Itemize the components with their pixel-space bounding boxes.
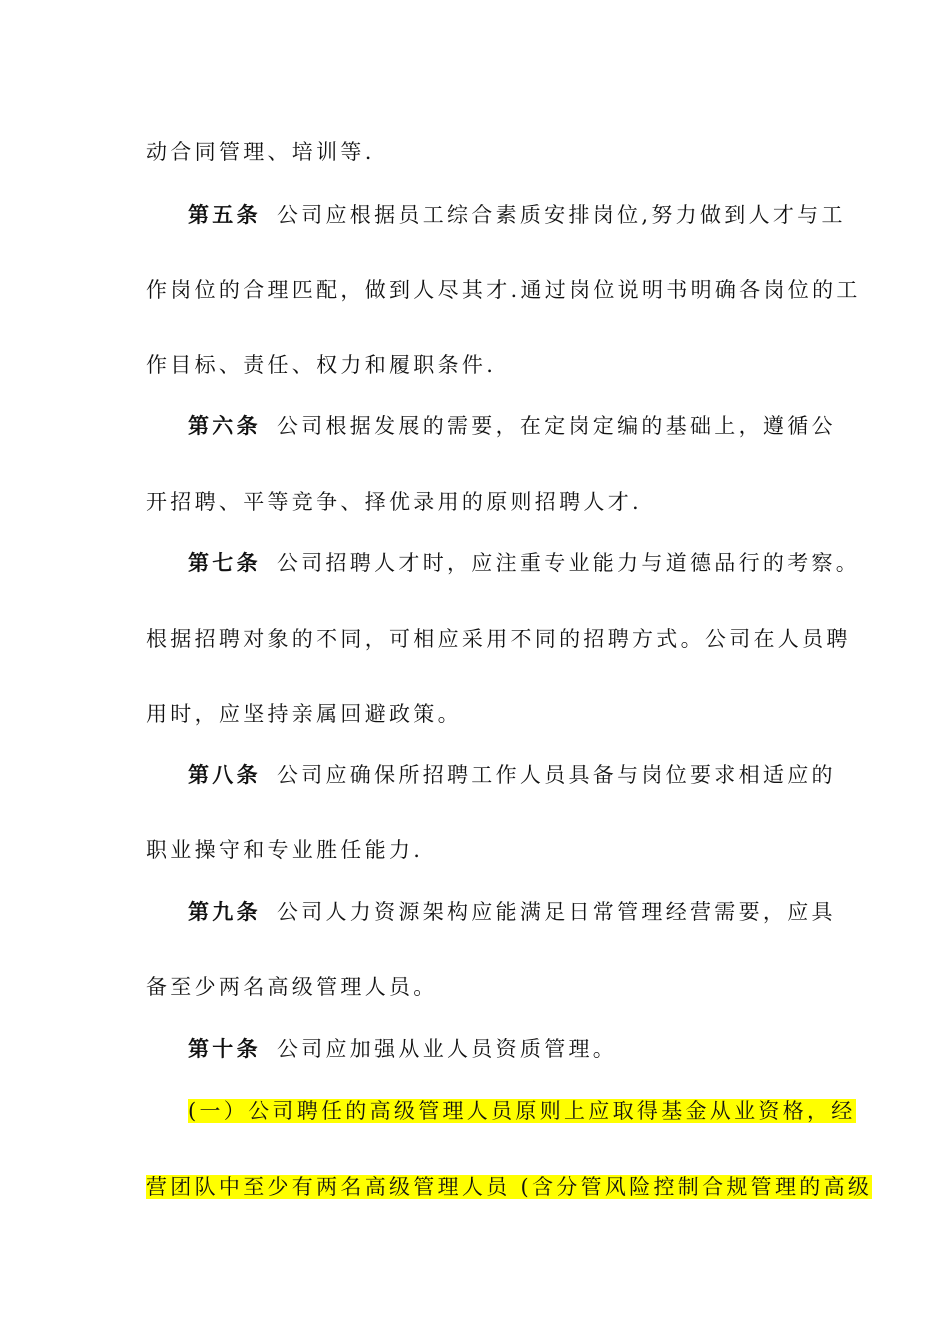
line-text: 备至少两名高级管理人员。 [146,975,438,999]
article-number: 第七条 [188,550,261,575]
article-number: 第十条 [188,1036,261,1061]
text-line [146,835,826,865]
article-number: 第六条 [188,413,261,438]
text-line [146,972,826,1002]
article-heading-line [188,548,868,578]
line-text: 作岗位的合理匹配，做到人尽其才.通过岗位说明书明确各岗位的工 [146,278,861,302]
line-text: 公司招聘人才时，应注重专业能力与道德品行的考察。 [276,551,861,575]
article-number: 第八条 [188,762,261,787]
line-text: 动合同管理、培训等. [146,140,375,164]
text-line [146,487,826,517]
highlighted-line [146,1172,873,1202]
text-line [146,275,861,305]
article-heading-line [188,411,868,441]
highlighted-text: (一）公司聘任的高级管理人员原则上应取得基金从业资格，经 [188,1099,856,1123]
text-line [146,350,826,380]
line-text: 公司应加强从业人员资质管理。 [276,1037,618,1061]
line-text: 根据招聘对象的不同，可相应采用不同的招聘方式。公司在人员聘 [146,627,851,651]
article-number: 第五条 [188,202,261,227]
line-text: 公司应确保所招聘工作人员具备与岗位要求相适应的 [276,763,836,787]
highlighted-text: 营团队中至少有两名高级管理人员 (含分管风险控制合规管理的高级 [146,1175,873,1199]
line-text: 作目标、责任、权力和履职条件. [146,353,497,377]
text-line [146,137,826,167]
text-line [146,624,851,654]
article-number: 第九条 [188,899,261,924]
line-text: 职业操守和专业胜任能力. [146,838,424,862]
highlighted-line [188,1096,868,1126]
article-heading-line [188,200,868,230]
article-heading-line [188,760,868,790]
article-heading-line [188,1034,868,1064]
line-text: 开招聘、平等竞争、择优录用的原则招聘人才. [146,490,642,514]
line-text: 公司应根据员工综合素质安排岗位,努力做到人才与工 [276,203,846,227]
line-text: 用时，应坚持亲属回避政策。 [146,702,462,726]
line-text: 公司根据发展的需要，在定岗定编的基础上，遵循公 [276,414,836,438]
text-line [146,699,826,729]
line-text: 公司人力资源架构应能满足日常管理经营需要，应具 [276,900,836,924]
article-heading-line [188,897,868,927]
